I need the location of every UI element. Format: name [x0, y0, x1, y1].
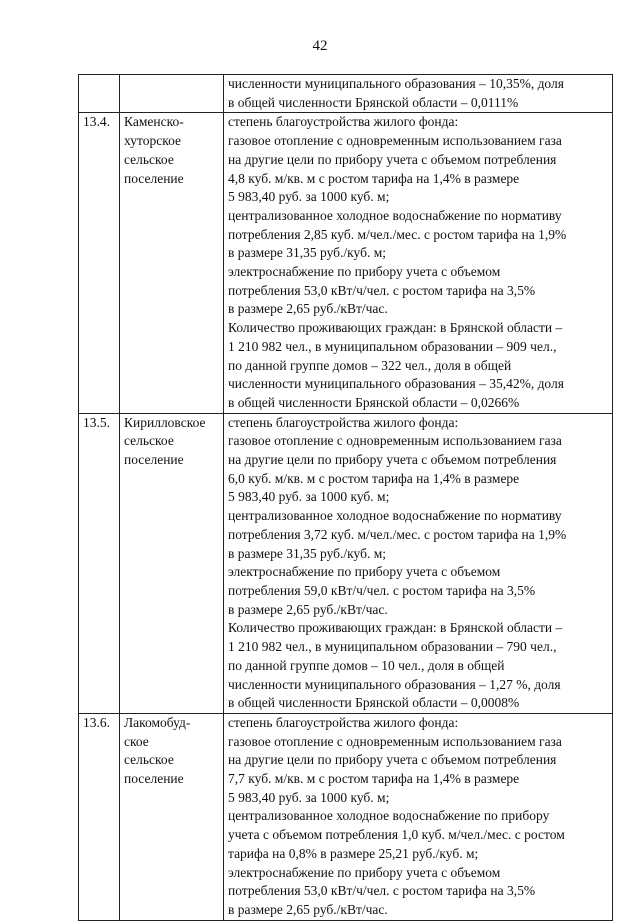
settlement-name-line: поселение — [124, 170, 184, 186]
description-line: в размере 2,65 руб./кВт/час. — [228, 601, 388, 617]
table-row — [79, 413, 613, 713]
settlement-name-cell — [120, 413, 224, 713]
settlement-name-line: сельское — [124, 151, 174, 167]
description-line: в размере 2,65 руб./кВт/час. — [228, 901, 388, 917]
row-number: 13.6. — [83, 714, 110, 730]
description-line: численности муниципального образования – 35,42%, доля — [228, 376, 564, 392]
description-line: в общей численности Брянской области – 0,0266% — [228, 394, 520, 410]
description-line: централизованное холодное водоснабжение по нормативу — [228, 207, 562, 223]
description-line: электроснабжение по прибору учета с объемом — [228, 864, 501, 880]
description-line: централизованное холодное водоснабжение по нормативу — [228, 508, 562, 524]
table-row — [79, 113, 613, 413]
settlement-name-cell — [120, 75, 224, 113]
description-line: потребления 2,85 куб. м/чел./мес. с ростом тарифа на 1,9% — [228, 226, 567, 242]
description-line: по данной группе домов – 10 чел., доля в общей — [228, 657, 505, 673]
description-cell — [224, 413, 613, 713]
description-line: на другие цели по прибору учета с объемом потребления — [228, 452, 557, 468]
table-body — [79, 75, 613, 921]
settlement-tariff-table — [78, 74, 613, 921]
description-line: Количество проживающих граждан: в Брянской области – — [228, 320, 563, 336]
description-line: газовое отопление с одновременным использованием газа — [228, 733, 562, 749]
settlement-name-line: хуторское — [124, 133, 181, 149]
page-number: 42 — [312, 38, 328, 54]
settlement-name-line: Каменско- — [124, 114, 184, 130]
settlement-name-line: сельское — [124, 752, 174, 768]
description-line: Количество проживающих граждан: в Брянской области – — [228, 620, 563, 636]
settlement-name-line: поселение — [124, 771, 184, 787]
settlement-name-line: Лакомобуд- — [124, 714, 191, 730]
description-line: потребления 59,0 кВт/ч/чел. с ростом тарифа на 3,5% — [228, 582, 536, 598]
settlement-name-cell — [120, 713, 224, 920]
description-line: 1 210 982 чел., в муниципальном образовании – 790 чел., — [228, 639, 557, 655]
description-line: газовое отопление с одновременным использованием газа — [228, 133, 562, 149]
description-line: 5 983,40 руб. за 1000 куб. м; — [228, 189, 390, 205]
description-line: тарифа на 0,8% в размере 25,21 руб./куб. м; — [228, 845, 479, 861]
description-line: степень благоустройства жилого фонда: — [228, 714, 459, 730]
description-line: степень благоустройства жилого фонда: — [228, 114, 459, 130]
description-line: в общей численности Брянской области – 0,0008% — [228, 695, 520, 711]
description-line: степень благоустройства жилого фонда: — [228, 414, 459, 430]
description-line: в размере 2,65 руб./кВт/час. — [228, 301, 388, 317]
row-number-cell — [79, 413, 120, 713]
description-line: учета с объемом потребления 1,0 куб. м/чел./мес. с ростом — [228, 827, 565, 843]
description-line: в общей численности Брянской области – 0,0111% — [228, 94, 519, 110]
description-cell — [224, 713, 613, 920]
description-line: потребления 53,0 кВт/ч/чел. с ростом тарифа на 3,5% — [228, 282, 536, 298]
description-line: потребления 53,0 кВт/ч/чел. с ростом тарифа на 3,5% — [228, 883, 536, 899]
description-line: численности муниципального образования – 10,35%, доля — [228, 76, 564, 91]
settlement-name-cell — [120, 113, 224, 413]
description-line: 1 210 982 чел., в муниципальном образовании – 909 чел., — [228, 338, 557, 354]
row-number: 13.5. — [83, 414, 110, 430]
settlement-name-line: поселение — [124, 452, 184, 468]
description-line: 5 983,40 руб. за 1000 куб. м; — [228, 789, 390, 805]
description-line: 4,8 куб. м/кв. м с ростом тарифа на 1,4% в размере — [228, 170, 520, 186]
description-cell — [224, 75, 613, 113]
description-line: газовое отопление с одновременным использованием газа — [228, 433, 562, 449]
settlement-name-line: сельское — [124, 433, 174, 449]
row-number-cell — [79, 713, 120, 920]
description-line: на другие цели по прибору учета с объемом потребления — [228, 151, 557, 167]
description-line: по данной группе домов – 322 чел., доля в общей — [228, 357, 512, 373]
description-line: централизованное холодное водоснабжение по прибору — [228, 808, 550, 824]
row-number-cell — [79, 75, 120, 113]
row-number-cell — [79, 113, 120, 413]
row-number: 13.4. — [83, 114, 110, 130]
description-line: в размере 31,35 руб./куб. м; — [228, 545, 387, 561]
description-line: в размере 31,35 руб./куб. м; — [228, 245, 387, 261]
description-line: численности муниципального образования – 1,27 %, доля — [228, 676, 561, 692]
description-line: электроснабжение по прибору учета с объемом — [228, 564, 501, 580]
description-line: электроснабжение по прибору учета с объемом — [228, 264, 501, 280]
description-line: 5 983,40 руб. за 1000 куб. м; — [228, 489, 390, 505]
table-row — [79, 75, 613, 113]
settlement-name-line: ское — [124, 733, 149, 749]
table-row — [79, 713, 613, 920]
description-cell — [224, 113, 613, 413]
description-line: на другие цели по прибору учета с объемом потребления — [228, 752, 557, 768]
settlement-name-line: Кирилловское — [124, 414, 206, 430]
description-line: 7,7 куб. м/кв. м с ростом тарифа на 1,4% в размере — [228, 771, 520, 787]
description-line: потребления 3,72 куб. м/чел./мес. с ростом тарифа на 1,9% — [228, 526, 567, 542]
description-line: 6,0 куб. м/кв. м с ростом тарифа на 1,4% в размере — [228, 470, 520, 486]
